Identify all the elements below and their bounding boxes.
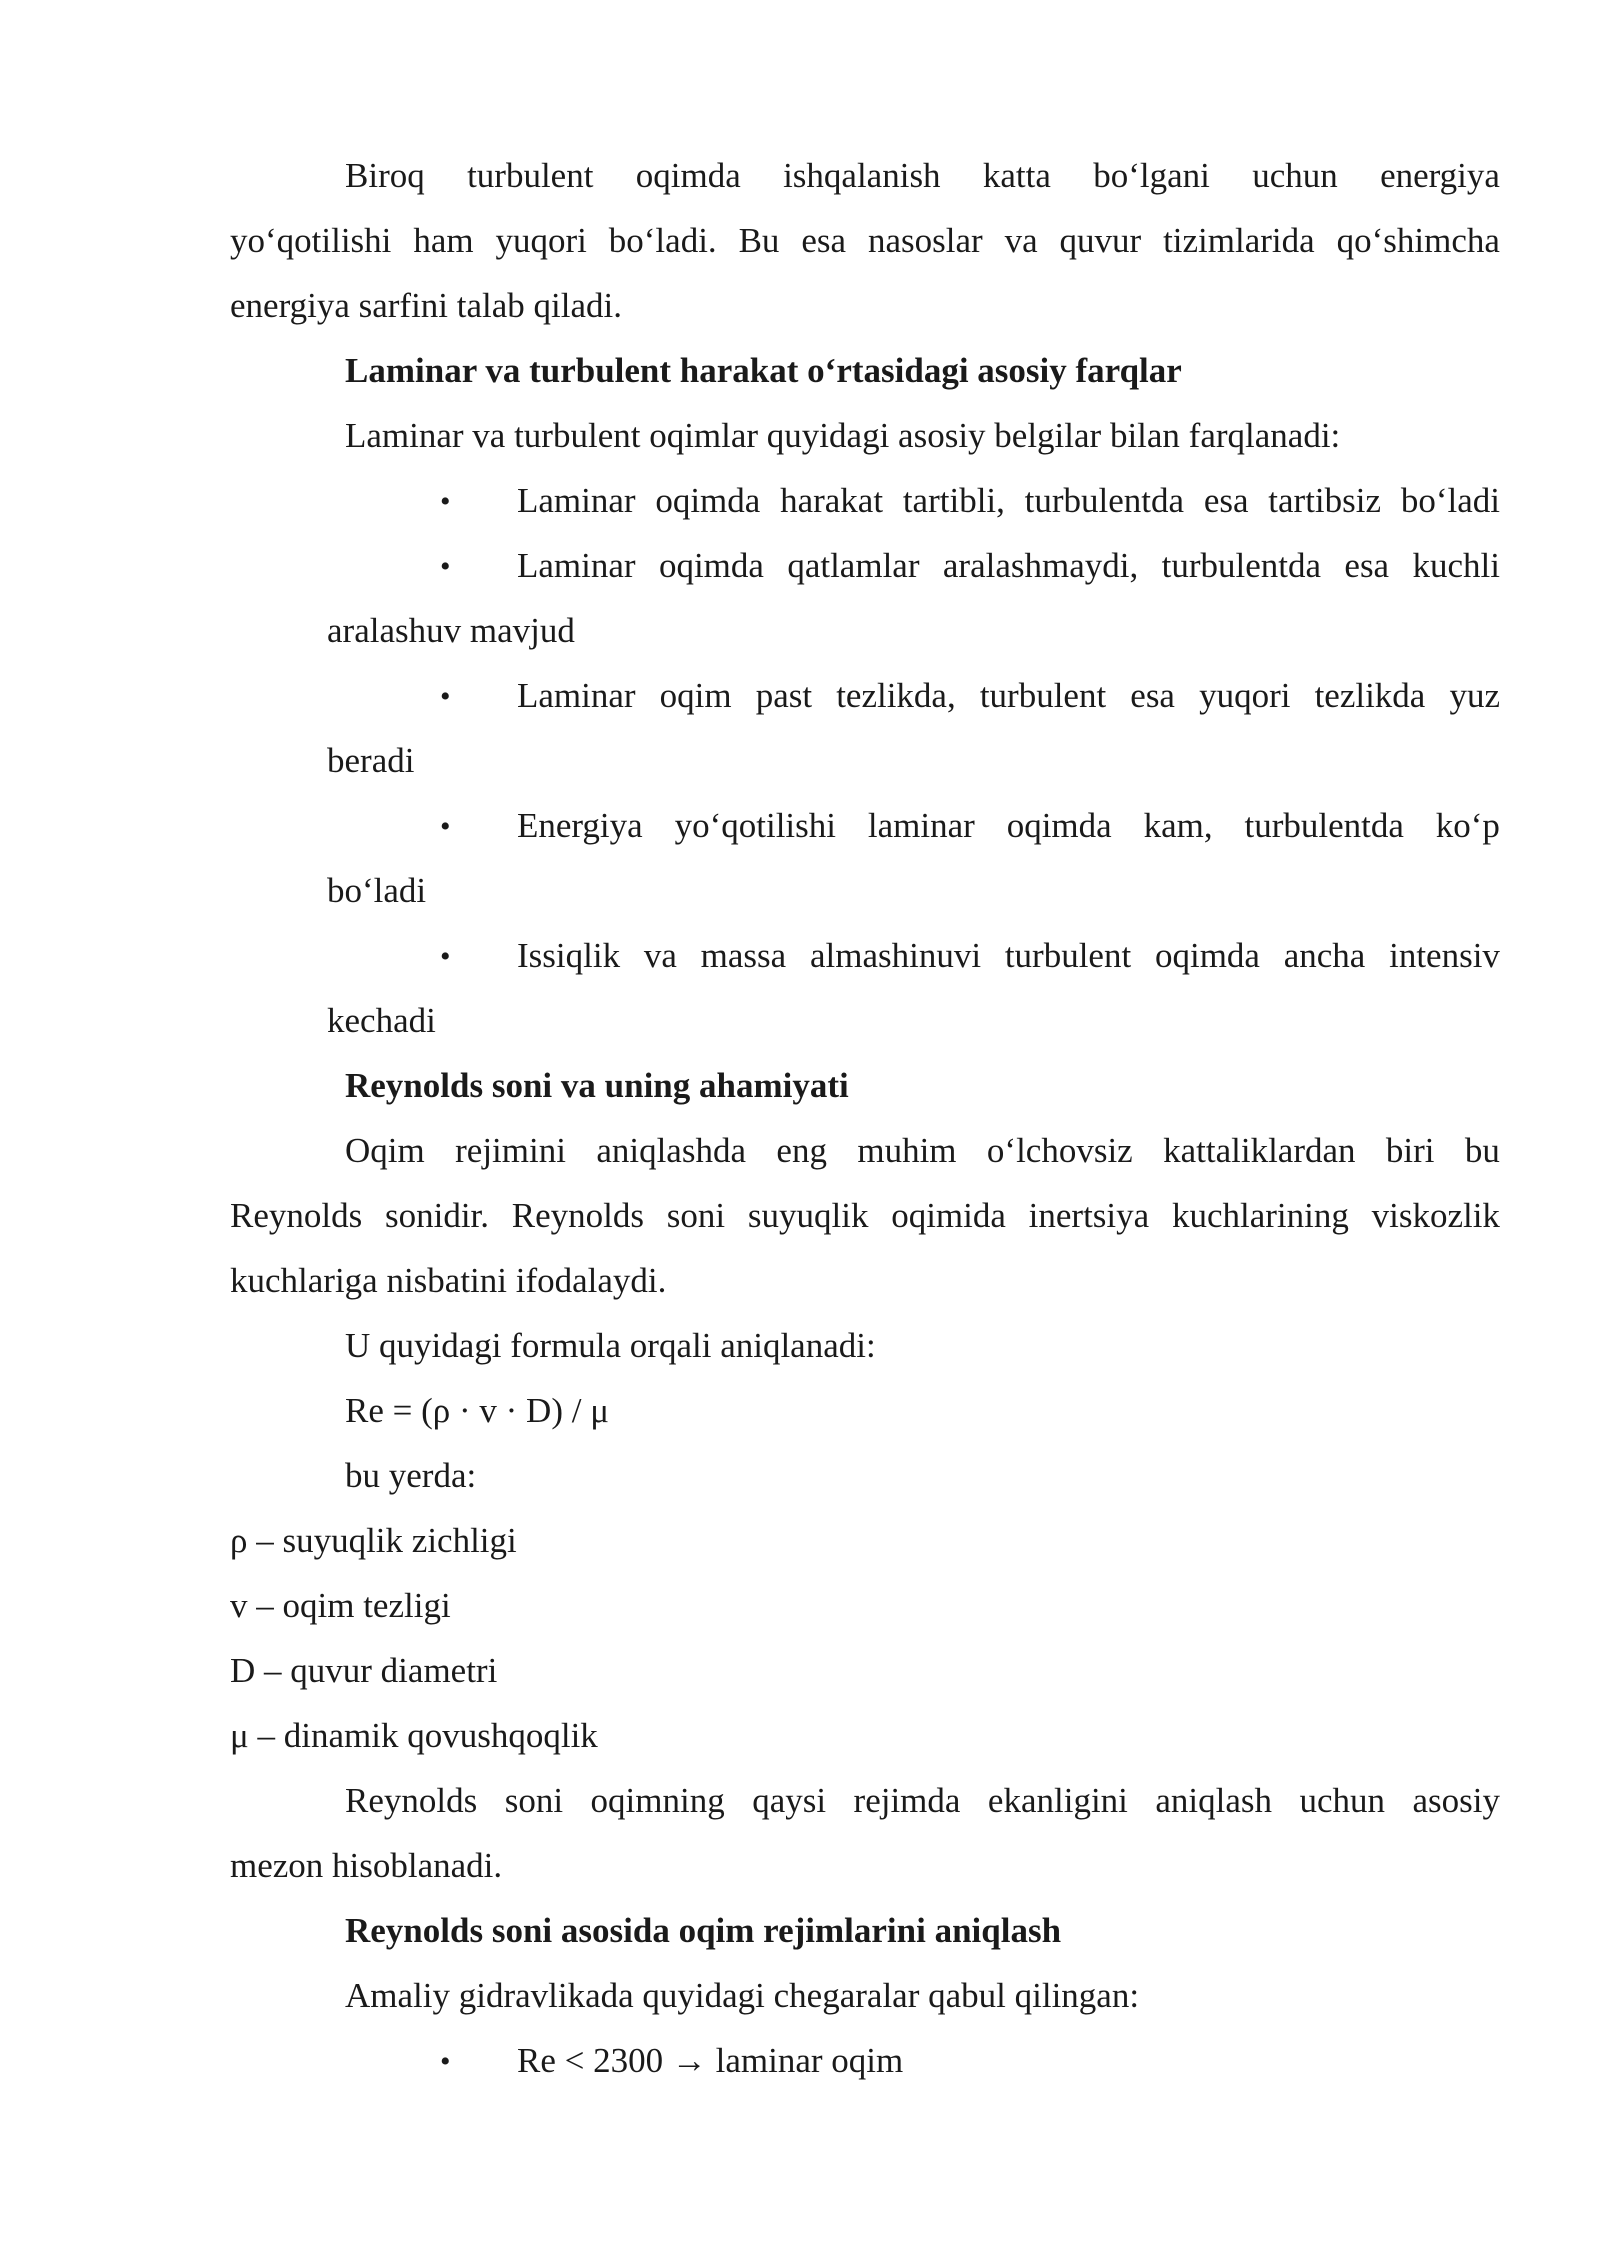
word: suyuqlik [747,1196,869,1235]
word: o‘lchovsiz [986,1131,1133,1170]
word: katta [982,156,1051,195]
word: inertsiya [1028,1196,1150,1235]
word: laminar [867,806,975,845]
word: esa [1203,481,1249,520]
word: oqimda [658,546,764,585]
list-item-continuation: beradi [327,741,415,780]
section-heading: Reynolds soni asosida oqim rejimlarini aniqlash [345,1911,1062,1950]
word: biri [1385,1131,1435,1170]
paragraph-line [230,1198,1500,1233]
word: energiya [1380,156,1500,195]
word: asosiy [1412,1781,1500,1820]
word: sonidir. [384,1196,490,1235]
word: Reynolds [230,1196,363,1235]
paragraph-line [345,1783,1500,1818]
word: turbulentda [1024,481,1185,520]
paragraph-line [345,1133,1500,1168]
bullet-icon: • [440,680,451,713]
word: quvur [1059,221,1142,260]
word: soni [504,1781,564,1820]
word: eng [776,1131,827,1170]
word: muhim [857,1131,957,1170]
definition-line: D – quvur diametri [230,1651,498,1690]
word: yuqori [495,221,587,260]
word: Bu [738,221,780,260]
paragraph-line: Laminar va turbulent oqimlar quyidagi asosiy belgilar bilan farqlanadi: [345,416,1341,455]
word: tizimlarida [1163,221,1315,260]
word: ishqalanish [783,156,941,195]
word: kuchlarining [1171,1196,1349,1235]
list-item [517,483,1500,518]
word: yo‘qotilishi [674,806,836,845]
word: oqimda [1006,806,1112,845]
word: qatlamlar [787,546,920,585]
word: oqim [659,676,732,715]
list-item [517,678,1500,713]
word: turbulentda [1244,806,1404,845]
word: aniqlashda [596,1131,747,1170]
word: Reynolds [511,1196,645,1235]
word: ekanligini [987,1781,1128,1820]
word: bo‘ladi. [608,221,717,260]
word: tartibli, [902,481,1005,520]
word: esa [801,221,847,260]
word: uchun [1252,156,1338,195]
paragraph-line: kuchlariga nisbatini ifodalaydi. [230,1261,667,1300]
word: ancha [1283,936,1366,975]
word: massa [700,936,787,975]
word: turbulent [467,156,594,195]
word: Reynolds [345,1781,478,1820]
word: rejimda [853,1781,961,1820]
word: oqimida [891,1196,1006,1235]
word: yo‘qotilishi [230,221,392,260]
word: bo‘lgani [1093,156,1210,195]
word: ko‘p [1435,806,1500,845]
formula: Re = (ρ · v · D) / μ [345,1391,609,1430]
word: oqimda [1154,936,1260,975]
word: aralashmaydi, [942,546,1139,585]
word: viskozlik [1371,1196,1500,1235]
section-heading: Reynolds soni va uning ahamiyati [345,1066,849,1105]
paragraph-line [345,158,1500,193]
paragraph-line: U quyidagi formula orqali aniqlanadi: [345,1326,876,1365]
word: ham [413,221,474,260]
word: intensiv [1389,936,1500,975]
definition-line: v – oqim tezligi [230,1586,451,1625]
paragraph-line: mezon hisoblanadi. [230,1846,503,1885]
section-heading: Laminar va turbulent harakat o‘rtasidagi asosiy farqlar [345,351,1182,390]
word: Energiya [517,806,643,845]
word: aniqlash [1155,1781,1272,1820]
bullet-icon: • [440,810,451,843]
list-item [517,808,1500,843]
word: kattaliklardan [1163,1131,1356,1170]
paragraph-line: Amaliy gidravlikada quyidagi chegaralar qabul qilingan: [345,1976,1140,2015]
word: turbulent [1004,936,1132,975]
word: oqimda [655,481,761,520]
word: turbulent [979,676,1107,715]
list-item: Re < 2300 → laminar oqim [517,2041,904,2080]
definition-line: ρ – suyuqlik zichligi [230,1521,517,1560]
word: esa [1130,676,1175,715]
paragraph-line [230,223,1500,258]
word: Biroq [345,156,425,195]
word: va [1004,221,1038,260]
word: qo‘shimcha [1336,221,1500,260]
word: Laminar [517,481,636,520]
list-item [517,548,1500,583]
definition-line: μ – dinamik qovushqoqlik [230,1716,598,1755]
word: Oqim [345,1131,425,1170]
word: oqimning [590,1781,725,1820]
word: Issiqlik [517,936,621,975]
bullet-icon: • [440,2045,451,2078]
word: almashinuvi [809,936,982,975]
word: turbulentda [1161,546,1322,585]
word: tezlikda, [836,676,956,715]
word: oqimda [635,156,741,195]
word: va [643,936,677,975]
list-item-continuation: bo‘ladi [327,871,427,910]
word: harakat [780,481,884,520]
word: soni [666,1196,726,1235]
paragraph-line: bu yerda: [345,1456,477,1495]
word: esa [1344,546,1390,585]
word: Laminar [517,676,636,715]
word: rejimini [455,1131,566,1170]
word: kuchli [1412,546,1500,585]
bullet-icon: • [440,550,451,583]
list-item [517,938,1500,973]
word: qaysi [752,1781,827,1820]
word: nasoslar [867,221,983,260]
word: yuz [1449,676,1500,715]
bullet-icon: • [440,940,451,973]
word: bu [1464,1131,1500,1170]
word: tezlikda [1314,676,1426,715]
list-item-continuation: kechadi [327,1001,436,1040]
word: past [755,676,813,715]
list-item-continuation: aralashuv mavjud [327,611,575,650]
paragraph-line: energiya sarfini talab qiladi. [230,286,622,325]
word: tartibsiz [1268,481,1382,520]
word: kam, [1143,806,1213,845]
bullet-icon: • [440,485,451,518]
word: uchun [1299,1781,1386,1820]
word: Laminar [517,546,636,585]
word: yuqori [1199,676,1291,715]
word: bo‘ladi [1400,481,1500,520]
